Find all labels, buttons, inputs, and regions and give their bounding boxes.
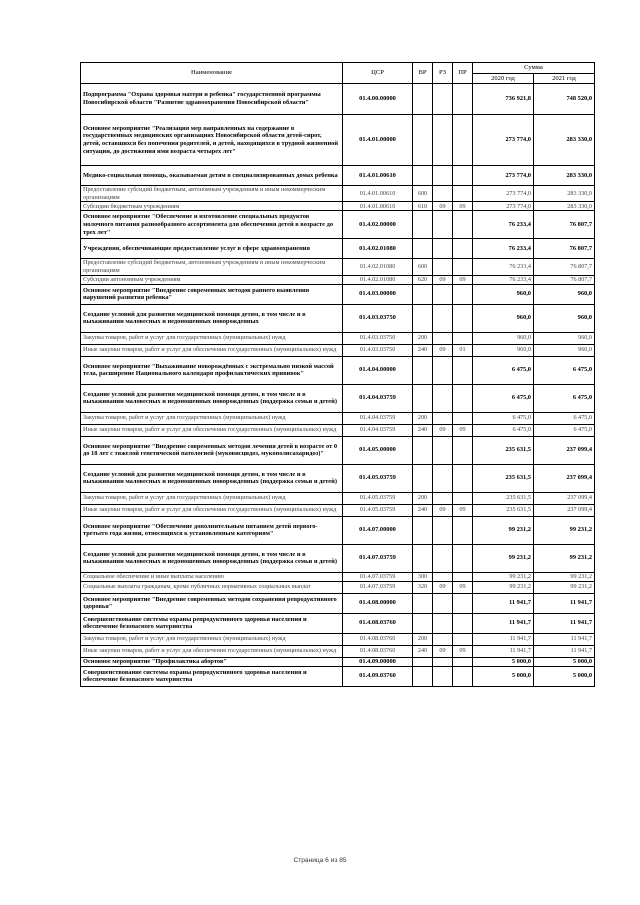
row-sum-2021-cell: 99 231,2	[534, 572, 595, 581]
row-rz-cell	[433, 464, 453, 492]
header-csr: ЦСР	[343, 63, 413, 84]
table-row	[81, 239, 595, 259]
table-row	[81, 424, 595, 436]
row-pr-cell	[453, 516, 473, 544]
row-vr-cell	[413, 593, 433, 613]
row-pr-cell	[453, 332, 473, 344]
row-csr-cell: 01.4.01.00610	[343, 166, 413, 186]
row-csr-cell: 01.4.05.00000	[343, 436, 413, 464]
row-name-cell: Иные закупки товаров, работ и услуг для обеспечения государственных (муниципальных) нужд	[81, 344, 343, 356]
row-csr-cell: 01.4.09.00000	[343, 657, 413, 666]
row-csr-cell: 01.4.02.01080	[343, 259, 413, 275]
row-pr-cell: 09	[453, 504, 473, 516]
row-sum-2021-cell: 237 099,4	[534, 436, 595, 464]
table-row	[81, 412, 595, 424]
row-vr-cell	[413, 544, 433, 572]
row-pr-cell	[453, 544, 473, 572]
row-csr-cell: 01.4.00.00000	[343, 84, 413, 115]
row-sum-2020-cell: 273 774,0	[473, 115, 534, 166]
table-row	[81, 186, 595, 202]
row-csr-cell: 01.4.08.03760	[343, 613, 413, 633]
header-year-2020: 2020 год	[473, 73, 534, 84]
row-csr-cell: 01.4.01.00610	[343, 202, 413, 211]
row-sum-2020-cell: 99 231,2	[473, 581, 534, 593]
row-name-cell: Основное мероприятие "Обеспечение дополнительным питанием детей первого-третьего года жизни, относящихся к установленным категориям"	[81, 516, 343, 544]
row-sum-2020-cell: 6 475,0	[473, 412, 534, 424]
row-vr-cell: 240	[413, 504, 433, 516]
row-sum-2021-cell: 237 099,4	[534, 504, 595, 516]
row-name-cell: Закупка товаров, работ и услуг для государственных (муниципальных) нужд	[81, 332, 343, 344]
row-sum-2020-cell: 99 231,2	[473, 544, 534, 572]
row-sum-2020-cell: 11 941,7	[473, 645, 534, 657]
row-name-cell: Подпрограмма "Охрана здоровья матери и ребенка" государственной программы Новосибирской области "Развитие здравоохранения Новосибирской области"	[81, 84, 343, 115]
row-pr-cell: 09	[453, 424, 473, 436]
row-name-cell: Основное мероприятие "Внедрение современных методов раннего выявления нарушений развития ребенка"	[81, 284, 343, 304]
row-name-cell: Создание условий для развития медицинской помощи детям, в том числе и в выхаживании маловесных и недоношенных новорожденных (поддержка семьи и детей)	[81, 544, 343, 572]
table-row	[81, 613, 595, 633]
row-sum-2021-cell: 99 231,2	[534, 516, 595, 544]
header-year-2021: 2021 год	[534, 73, 595, 84]
row-csr-cell: 01.4.07.00000	[343, 516, 413, 544]
row-pr-cell	[453, 384, 473, 412]
table-row	[81, 166, 595, 186]
row-pr-cell	[453, 593, 473, 613]
row-rz-cell	[433, 115, 453, 166]
row-vr-cell	[413, 166, 433, 186]
row-vr-cell: 200	[413, 633, 433, 645]
row-sum-2021-cell: 237 099,4	[534, 492, 595, 504]
row-csr-cell: 01.4.05.03759	[343, 492, 413, 504]
table-row	[81, 516, 595, 544]
row-vr-cell: 620	[413, 275, 433, 284]
row-name-cell: Иные закупки товаров, работ и услуг для обеспечения государственных (муниципальных) нужд	[81, 645, 343, 657]
row-name-cell: Основное мероприятие "Внедрение современных методов лечения детей в возрасте от 0 до 18 лет с тяжелой генетической патологией (муковисцидоз, мукополисахаридоз)"	[81, 436, 343, 464]
row-name-cell: Закупка товаров, работ и услуг для государственных (муниципальных) нужд	[81, 633, 343, 645]
table-row	[81, 657, 595, 666]
header-vr: ВР	[413, 63, 433, 84]
row-sum-2020-cell: 273 774,0	[473, 186, 534, 202]
row-rz-cell	[433, 166, 453, 186]
row-vr-cell: 200	[413, 412, 433, 424]
table-row	[81, 344, 595, 356]
row-vr-cell	[413, 284, 433, 304]
row-csr-cell: 01.4.03.03750	[343, 304, 413, 332]
row-sum-2021-cell: 283 330,0	[534, 115, 595, 166]
row-sum-2021-cell: 76 807,7	[534, 275, 595, 284]
row-pr-cell	[453, 304, 473, 332]
row-name-cell: Создание условий для развития медицинской помощи детям, в том числе и в выхаживании маловесных и недоношенных новорожденных (поддержка семьи и детей)	[81, 464, 343, 492]
row-name-cell: Иные закупки товаров, работ и услуг для обеспечения государственных (муниципальных) нужд	[81, 424, 343, 436]
row-name-cell: Социальные выплаты гражданам, кроме публичных нормативных социальных выплат	[81, 581, 343, 593]
row-sum-2021-cell: 6 475,0	[534, 424, 595, 436]
table-row	[81, 504, 595, 516]
row-sum-2020-cell: 99 231,2	[473, 516, 534, 544]
row-rz-cell	[433, 186, 453, 202]
row-sum-2020-cell: 5 000,0	[473, 666, 534, 686]
header-name: Наименование	[81, 63, 343, 84]
row-sum-2021-cell: 99 231,2	[534, 581, 595, 593]
row-csr-cell: 01.4.04.03759	[343, 424, 413, 436]
row-sum-2020-cell: 235 631,5	[473, 492, 534, 504]
row-vr-cell: 240	[413, 424, 433, 436]
row-rz-cell: 09	[433, 424, 453, 436]
table-row	[81, 572, 595, 581]
row-name-cell: Субсидии автономным учреждениям	[81, 275, 343, 284]
row-name-cell: Учреждения, обеспечивающие предоставление услуг в сфере здравоохранения	[81, 239, 343, 259]
row-vr-cell: 320	[413, 581, 433, 593]
row-pr-cell: 01	[453, 344, 473, 356]
row-pr-cell	[453, 666, 473, 686]
row-vr-cell	[413, 211, 433, 239]
row-sum-2020-cell: 76 233,4	[473, 211, 534, 239]
row-pr-cell	[453, 492, 473, 504]
row-pr-cell: 09	[453, 581, 473, 593]
row-sum-2020-cell: 960,0	[473, 332, 534, 344]
row-rz-cell	[433, 666, 453, 686]
table-row	[81, 581, 595, 593]
row-sum-2021-cell: 6 475,0	[534, 384, 595, 412]
row-sum-2021-cell: 5 000,0	[534, 666, 595, 686]
row-rz-cell	[433, 492, 453, 504]
table-row	[81, 304, 595, 332]
row-sum-2021-cell: 5 000,0	[534, 657, 595, 666]
row-pr-cell	[453, 166, 473, 186]
row-name-cell: Предоставление субсидий бюджетным, автономным учреждениям и иным некоммерческим организациям	[81, 259, 343, 275]
table-row	[81, 115, 595, 166]
row-vr-cell	[413, 356, 433, 384]
table-row	[81, 593, 595, 613]
row-sum-2021-cell: 6 475,0	[534, 356, 595, 384]
row-sum-2020-cell: 76 233,4	[473, 239, 534, 259]
row-rz-cell	[433, 304, 453, 332]
row-pr-cell	[453, 186, 473, 202]
row-rz-cell	[433, 633, 453, 645]
row-vr-cell	[413, 304, 433, 332]
row-rz-cell: 09	[433, 581, 453, 593]
row-sum-2020-cell: 960,0	[473, 284, 534, 304]
row-rz-cell	[433, 84, 453, 115]
row-vr-cell	[413, 239, 433, 259]
table-row	[81, 436, 595, 464]
row-csr-cell: 01.4.01.00000	[343, 115, 413, 166]
table-row	[81, 275, 595, 284]
row-sum-2021-cell: 960,0	[534, 332, 595, 344]
row-name-cell: Основное мероприятие "Реализация мер направленных на содержание в государственных медицинских организациях Новосибирской области детей-сирот, детей, оставшихся без попечения родителей, и детей, находящихся в трудной жизненной ситуации, до достижения ими возраста четырех лет"	[81, 115, 343, 166]
row-sum-2020-cell: 235 631,5	[473, 464, 534, 492]
row-csr-cell: 01.4.03.03750	[343, 344, 413, 356]
row-vr-cell	[413, 666, 433, 686]
row-rz-cell	[433, 593, 453, 613]
row-sum-2020-cell: 11 941,7	[473, 633, 534, 645]
row-pr-cell	[453, 259, 473, 275]
row-sum-2021-cell: 6 475,0	[534, 412, 595, 424]
row-sum-2021-cell: 76 807,7	[534, 211, 595, 239]
row-sum-2021-cell: 237 099,4	[534, 464, 595, 492]
row-name-cell: Совершенствование системы охраны репродуктивного здоровья населения и обеспечение безопасного материнства	[81, 666, 343, 686]
row-name-cell: Основное мероприятие "Выхаживание новорождённых с экстремально низкой массой тела, расширение Национального календаря профилактических прививок"	[81, 356, 343, 384]
row-sum-2021-cell: 960,0	[534, 344, 595, 356]
row-name-cell: Иные закупки товаров, работ и услуг для обеспечения государственных (муниципальных) нужд	[81, 504, 343, 516]
row-sum-2021-cell: 76 807,7	[534, 259, 595, 275]
row-csr-cell: 01.4.09.03760	[343, 666, 413, 686]
row-csr-cell: 01.4.08.03760	[343, 645, 413, 657]
row-pr-cell: 09	[453, 202, 473, 211]
table-row	[81, 544, 595, 572]
row-vr-cell: 200	[413, 332, 433, 344]
row-vr-cell	[413, 464, 433, 492]
row-sum-2020-cell: 960,0	[473, 304, 534, 332]
header-sum: Сумма	[473, 63, 595, 74]
row-vr-cell	[413, 657, 433, 666]
row-sum-2020-cell: 99 231,2	[473, 572, 534, 581]
page-footer: Страница 6 из 85	[293, 857, 347, 864]
row-vr-cell: 240	[413, 645, 433, 657]
row-sum-2021-cell: 283 330,0	[534, 186, 595, 202]
row-rz-cell: 09	[433, 344, 453, 356]
row-rz-cell	[433, 356, 453, 384]
row-csr-cell: 01.4.02.01080	[343, 275, 413, 284]
row-sum-2021-cell: 960,0	[534, 304, 595, 332]
row-pr-cell	[453, 84, 473, 115]
row-sum-2020-cell: 960,0	[473, 344, 534, 356]
row-pr-cell	[453, 572, 473, 581]
row-csr-cell: 01.4.07.03759	[343, 572, 413, 581]
table-row	[81, 284, 595, 304]
row-rz-cell	[433, 516, 453, 544]
row-pr-cell: 09	[453, 645, 473, 657]
row-pr-cell	[453, 412, 473, 424]
row-sum-2021-cell: 11 941,7	[534, 645, 595, 657]
row-pr-cell	[453, 633, 473, 645]
row-name-cell: Социальное обеспечение и иные выплаты населению	[81, 572, 343, 581]
row-pr-cell	[453, 436, 473, 464]
row-vr-cell: 240	[413, 344, 433, 356]
row-pr-cell: 09	[453, 275, 473, 284]
row-rz-cell: 09	[433, 504, 453, 516]
row-rz-cell	[433, 384, 453, 412]
table-row	[81, 645, 595, 657]
row-csr-cell: 01.4.03.03750	[343, 332, 413, 344]
row-vr-cell: 200	[413, 492, 433, 504]
row-sum-2020-cell: 235 631,5	[473, 504, 534, 516]
row-rz-cell	[433, 239, 453, 259]
row-rz-cell	[433, 544, 453, 572]
table-row	[81, 202, 595, 211]
row-sum-2021-cell: 960,0	[534, 284, 595, 304]
table-row	[81, 332, 595, 344]
table-row	[81, 492, 595, 504]
row-csr-cell: 01.4.02.00000	[343, 211, 413, 239]
row-rz-cell	[433, 259, 453, 275]
row-pr-cell	[453, 657, 473, 666]
row-pr-cell	[453, 284, 473, 304]
budget-table	[80, 62, 595, 687]
row-name-cell: Закупка товаров, работ и услуг для государственных (муниципальных) нужд	[81, 412, 343, 424]
row-pr-cell	[453, 356, 473, 384]
row-csr-cell: 01.4.08.03760	[343, 633, 413, 645]
row-sum-2021-cell: 99 231,2	[534, 544, 595, 572]
row-vr-cell	[413, 384, 433, 412]
row-vr-cell: 600	[413, 186, 433, 202]
row-sum-2020-cell: 273 774,0	[473, 166, 534, 186]
row-pr-cell	[453, 613, 473, 633]
row-sum-2020-cell: 6 475,0	[473, 424, 534, 436]
row-sum-2020-cell: 11 941,7	[473, 593, 534, 613]
table-row	[81, 211, 595, 239]
table-header-row	[81, 63, 595, 74]
row-name-cell: Предоставление субсидий бюджетным, автономным учреждениям и иным некоммерческим организациям	[81, 186, 343, 202]
row-pr-cell	[453, 239, 473, 259]
table-row	[81, 356, 595, 384]
row-sum-2020-cell: 6 475,0	[473, 384, 534, 412]
row-vr-cell	[413, 516, 433, 544]
table-row	[81, 464, 595, 492]
row-rz-cell	[433, 436, 453, 464]
row-sum-2021-cell: 76 807,7	[534, 239, 595, 259]
row-rz-cell: 09	[433, 275, 453, 284]
row-name-cell: Создание условий для развития медицинской помощи детям, в том числе и в выхаживании маловесных и недоношенных новорожденных (поддержка семьи и детей)	[81, 384, 343, 412]
row-pr-cell	[453, 115, 473, 166]
row-name-cell: Основное мероприятие "Обеспечение и изготовление специальных продуктов молочного питания разнообразного ассортимента для обеспечения детей в возрасте до трех лет"	[81, 211, 343, 239]
row-name-cell: Основное мероприятие "Профилактика абортов"	[81, 657, 343, 666]
table-body	[81, 84, 595, 687]
row-sum-2021-cell: 11 941,7	[534, 613, 595, 633]
row-sum-2020-cell: 76 233,4	[473, 275, 534, 284]
row-name-cell: Создание условий для развития медицинской помощи детям, в том числе и в выхаживании маловесных и недоношенных новорожденных	[81, 304, 343, 332]
row-sum-2020-cell: 273 774,0	[473, 202, 534, 211]
row-csr-cell: 01.4.05.03759	[343, 464, 413, 492]
row-sum-2021-cell: 283 330,0	[534, 166, 595, 186]
row-vr-cell: 300	[413, 572, 433, 581]
row-rz-cell	[433, 284, 453, 304]
header-pr: ПР	[453, 63, 473, 84]
row-sum-2020-cell: 5 000,0	[473, 657, 534, 666]
row-vr-cell	[413, 115, 433, 166]
row-rz-cell	[433, 211, 453, 239]
row-csr-cell: 01.4.07.03759	[343, 544, 413, 572]
row-name-cell: Субсидии бюджетным учреждениям	[81, 202, 343, 211]
budget-document	[80, 62, 594, 687]
row-csr-cell: 01.4.04.00000	[343, 356, 413, 384]
row-sum-2021-cell: 748 520,0	[534, 84, 595, 115]
row-rz-cell	[433, 332, 453, 344]
row-rz-cell: 09	[433, 202, 453, 211]
row-rz-cell	[433, 572, 453, 581]
row-rz-cell	[433, 412, 453, 424]
row-vr-cell	[413, 613, 433, 633]
row-vr-cell: 610	[413, 202, 433, 211]
row-sum-2020-cell: 235 631,5	[473, 436, 534, 464]
table-row	[81, 666, 595, 686]
row-pr-cell	[453, 211, 473, 239]
row-sum-2021-cell: 283 330,0	[534, 202, 595, 211]
table-row	[81, 633, 595, 645]
row-rz-cell: 09	[433, 645, 453, 657]
row-sum-2020-cell: 11 941,7	[473, 613, 534, 633]
table-row	[81, 259, 595, 275]
row-csr-cell: 01.4.08.00000	[343, 593, 413, 613]
header-rz: РЗ	[433, 63, 453, 84]
row-rz-cell	[433, 613, 453, 633]
row-rz-cell	[433, 657, 453, 666]
row-csr-cell: 01.4.04.03759	[343, 384, 413, 412]
row-csr-cell: 01.4.02.01080	[343, 239, 413, 259]
row-sum-2021-cell: 11 941,7	[534, 633, 595, 645]
row-vr-cell	[413, 436, 433, 464]
row-vr-cell: 600	[413, 259, 433, 275]
row-csr-cell: 01.4.03.00000	[343, 284, 413, 304]
row-name-cell: Совершенствование системы охраны репродуктивного здоровья населения и обеспечение безопасного материнства	[81, 613, 343, 633]
row-csr-cell: 01.4.04.03759	[343, 412, 413, 424]
row-vr-cell	[413, 84, 433, 115]
row-sum-2020-cell: 76 233,4	[473, 259, 534, 275]
row-name-cell: Медико-социальная помощь, оказываемая детям в специализированных домах ребенка	[81, 166, 343, 186]
row-sum-2020-cell: 6 475,0	[473, 356, 534, 384]
row-sum-2020-cell: 736 921,8	[473, 84, 534, 115]
row-sum-2021-cell: 11 941,7	[534, 593, 595, 613]
row-csr-cell: 01.4.05.03759	[343, 504, 413, 516]
row-name-cell: Закупка товаров, работ и услуг для государственных (муниципальных) нужд	[81, 492, 343, 504]
table-row	[81, 84, 595, 115]
table-row	[81, 384, 595, 412]
row-pr-cell	[453, 464, 473, 492]
row-name-cell: Основное мероприятие "Внедрение современных методов сохранения репродуктивного здоровья"	[81, 593, 343, 613]
row-csr-cell: 01.4.07.03759	[343, 581, 413, 593]
row-csr-cell: 01.4.01.00610	[343, 186, 413, 202]
